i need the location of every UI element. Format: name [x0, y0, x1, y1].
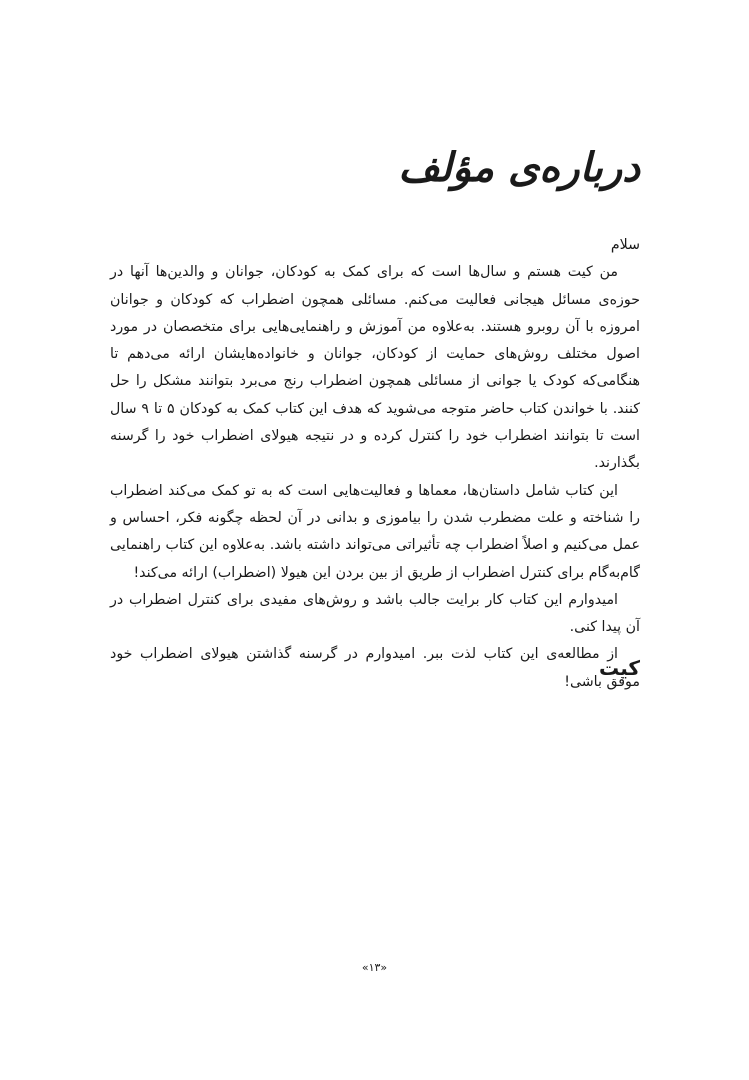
- body-text: [110, 232, 640, 696]
- paragraph-4: از مطالعه‌ی این کتاب لذت ببر. امیدوارم در گرسنه گذاشتن هیولای اضطراب خود موفق باشی!: [110, 646, 640, 690]
- page-number: «۱۳»: [361, 961, 388, 974]
- paragraph-1: من کیت هستم و سال‌ها است که برای کمک به کودکان، جوانان و والدین‌ها آنها در حوزه‌ی مسائل هیجانی فعالیت می‌کنم. مسائلی همچون اضطراب که کودکان و جوانان امروزه با آن روبرو هستند. به‌علاوه من آموزش و راهنمایی‌هایی برای متخصصان در مورد اصول مختلف روش‌های حمایت از کودکان، جوانان و خانواده‌هایشان ارائه می‌دهم تا هنگامی‌که کودک یا جوانی از مسائلی همچون اضطراب رنج می‌برد بتوانند مشکل را حل کنند. با خواندن کتاب حاضر متوجه می‌شوید که هدف این کتاب کمک به کودکان ۵ تا ۹ سال است تا بتوانند اضطراب خود را کنترل کرده و در نتیجه هیولای اضطراب خود را گرسنه بگذارند.: [110, 264, 641, 472]
- paragraph-2: این کتاب شامل داستان‌ها، معماها و فعالیت‌هایی است که به تو کمک می‌کند اضطراب را شناخته و علت مضطرب شدن را بیاموزی و بدانی در آن لحظه چگونه فکر، احساس و عمل می‌کنیم و اصلاً اضطراب چه تأثیراتی می‌تواند داشته باشد. به‌علاوه این کتاب راهنمایی گام‌به‌گام برای کنترل اضطراب از طریق از بین بردن این هیولا (اضطراب) ارائه می‌کند!: [110, 482, 640, 581]
- greeting-line: سلام: [610, 237, 640, 253]
- chapter-title: درباره‌ی مؤلف: [398, 145, 640, 191]
- paragraph-3: امیدوارم این کتاب کار برایت جالب باشد و روش‌های مفیدی برای کنترل اضطراب در آن پیدا کنی.: [110, 591, 640, 636]
- author-signature: کیت: [599, 656, 640, 680]
